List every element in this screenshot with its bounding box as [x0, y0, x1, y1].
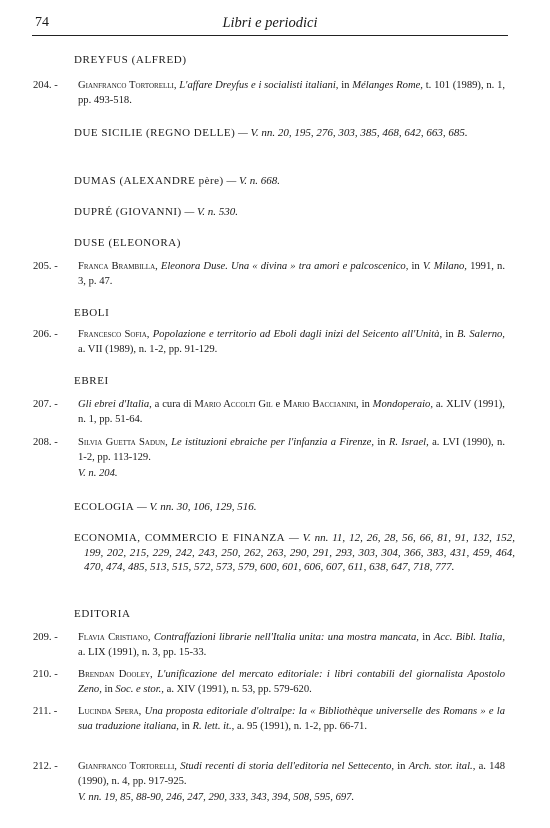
entry-journal: Mondoperaio, [372, 399, 433, 410]
entry-210 [33, 668, 505, 697]
entry-206 [33, 328, 505, 357]
crossref-label: ECONOMIA, COMMERCIO E FINANZA [74, 532, 286, 544]
section-heading-duse: DUSE (ELEONORA) [74, 237, 182, 249]
page-number: 74 [35, 15, 49, 30]
entry-author: Gianfranco Tortorelli, [78, 80, 177, 91]
entry-journal: R. lett. it., [192, 720, 235, 732]
entry-author: Franca Brambilla, [78, 261, 158, 272]
entry-title: Studi recenti di storia dell'editoria nel Settecento, [180, 761, 395, 772]
entry-title: Una proposta editoriale d'oltralpe: la « Bibliothèque universelle des Romans » e la sua traduzione italiana, [78, 706, 506, 732]
entry-title: L'unificazione del mercato editoriale: i libri contabili del giornalista Apostolo Zeno, [78, 669, 505, 695]
entry-title: Contraffazioni librarie nell'Italia unita: una mostra mancata, [153, 632, 419, 643]
entry-source-prefix: in [104, 683, 113, 695]
entry-curator: Mario Accolti Gil [194, 399, 273, 410]
entry-conjunction: e [275, 399, 281, 410]
crossref-refs: — V. n. 668. [226, 175, 281, 187]
entry-details: a. VII (1989), n. 1-2, pp. 91-129. [78, 343, 218, 355]
entry-details: a. 95 (1991), n. 1-2, pp. 66-71. [236, 720, 368, 732]
entry-curator: Mario Baccianini, [283, 399, 359, 410]
entry-title: Gli ebrei d'Italia, [78, 399, 152, 410]
crossref-label: DUMAS (ALEXANDRE père) [74, 175, 224, 187]
entry-details: a. XLIV (1991), n. 1, pp. 51-64. [78, 399, 505, 425]
entry-title: L'affare Dreyfus e i socialisti italiani, [179, 80, 339, 91]
entry-journal: Soc. e stor., [115, 683, 164, 695]
entry-details: 1991, n. 3, p. 47. [78, 261, 505, 287]
entry-author: Francesco Sofia, [78, 329, 150, 340]
crossref-dumas [74, 174, 505, 189]
entry-author: Lucinda Spera, [78, 706, 142, 717]
entry-207 [33, 398, 505, 427]
entry-journal: Mélanges Rome, [352, 80, 423, 91]
entry-author: Brendan Dooley, [78, 669, 153, 680]
crossref-refs: — V. nn. 11, 12, 26, 28, 56, 66, 81, 91, 132, 152, 199, 202, 215, 229, 242, 243, 250, 262, 263, 290, 291, 293, 303, 304, 366, 383, 431, 459, 464, 470, 474, 485, 513, 515, 572, 573, 579, 600, 601, 606, 607, 611, 638, 647, 718, 777. [84, 532, 516, 574]
crossref-ecologia [74, 500, 505, 515]
entry-author: Flavia Cristiano, [78, 632, 151, 643]
crossref-label: ECOLOGIA [74, 501, 135, 513]
entry-details: t. 101 (1989), n. 1, pp. 493-518. [78, 80, 506, 106]
entry-details: a. LIX (1991), n. 3, pp. 15-33. [78, 646, 207, 658]
entry-details: a. 148 (1990), n. 4, pp. 917-925. [78, 761, 506, 787]
entry-number: 209. - [33, 632, 58, 643]
entry-see-also: V. n. 204. [78, 468, 118, 480]
entry-source-prefix: in [422, 632, 431, 643]
entry-source-prefix: in [181, 720, 190, 732]
crossref-due-sicilie [74, 126, 515, 141]
crossref-refs: — V. n. 530. [184, 206, 239, 218]
entry-author: Gianfranco Tortorelli, [78, 761, 177, 772]
section-heading-editoria: EDITORIA [74, 608, 131, 620]
entry-number: 211. - [33, 706, 58, 717]
entry-source-prefix: in [445, 329, 454, 340]
entry-author: Silvia Guetta Sadun, [78, 437, 168, 448]
page-title: Libri e periodici [222, 15, 318, 31]
entry-journal: R. Israel, [388, 437, 429, 448]
entry-title: Popolazione e territorio ad Eboli dagli inizi del Seicento all'Unità, [152, 329, 443, 340]
entry-journal: V. Milano, [422, 261, 467, 272]
entry-source-prefix: in [341, 80, 350, 91]
entry-source-prefix: in [397, 761, 406, 772]
entry-208 [33, 436, 505, 482]
crossref-dupre [74, 205, 505, 220]
entry-number: 206. - [33, 329, 58, 340]
entry-source-prefix: in [411, 261, 420, 272]
entry-205 [33, 260, 505, 289]
entry-204 [33, 79, 505, 108]
entry-number: 212. - [33, 761, 58, 772]
entry-number: 204. - [33, 80, 58, 91]
entry-number: 210. - [33, 669, 58, 680]
crossref-label: DUPRÉ (GIOVANNI) [74, 206, 182, 218]
entry-details: a. XIV (1991), n. 53, pp. 579-620. [166, 683, 312, 695]
entry-title: Eleonora Duse. Una « divina » tra amori e palcoscenico, [160, 261, 409, 272]
crossref-economia [74, 531, 515, 575]
entry-number: 205. - [33, 261, 58, 272]
entry-see-also: V. nn. 19, 85, 88-90, 246, 247, 290, 333, 343, 394, 508, 595, 697. [78, 792, 355, 804]
entry-212 [33, 760, 505, 806]
entry-title: Le istituzioni ebraiche per l'infanzia a Firenze, [171, 437, 374, 448]
section-heading-eboli: EBOLI [74, 307, 110, 319]
entry-number: 207. - [33, 399, 58, 410]
crossref-refs: — V. nn. 30, 106, 129, 516. [136, 501, 257, 513]
entry-journal: Arch. stor. ital., [408, 761, 476, 772]
entry-journal: Acc. Bibl. Italia, [433, 632, 505, 643]
entry-209 [33, 631, 505, 660]
entry-journal: B. Salerno, [456, 329, 505, 340]
section-heading-dreyfus: DREYFUS (ALFRED) [74, 54, 187, 66]
crossref-label: DUE SICILIE (REGNO DELLE) [74, 127, 236, 139]
page-header [32, 13, 508, 36]
entry-details: a. LVI (1990), n. 1-2, pp. 113-129. [78, 437, 505, 463]
entry-source-prefix: in [361, 399, 370, 410]
crossref-refs: — V. nn. 20, 195, 276, 303, 385, 468, 642, 663, 685. [238, 127, 468, 139]
entry-211 [33, 705, 505, 734]
entry-curator-prefix: a cura di [154, 399, 192, 410]
entry-number: 208. - [33, 437, 58, 448]
entry-source-prefix: in [377, 437, 386, 448]
section-heading-ebrei: EBREI [74, 375, 109, 387]
